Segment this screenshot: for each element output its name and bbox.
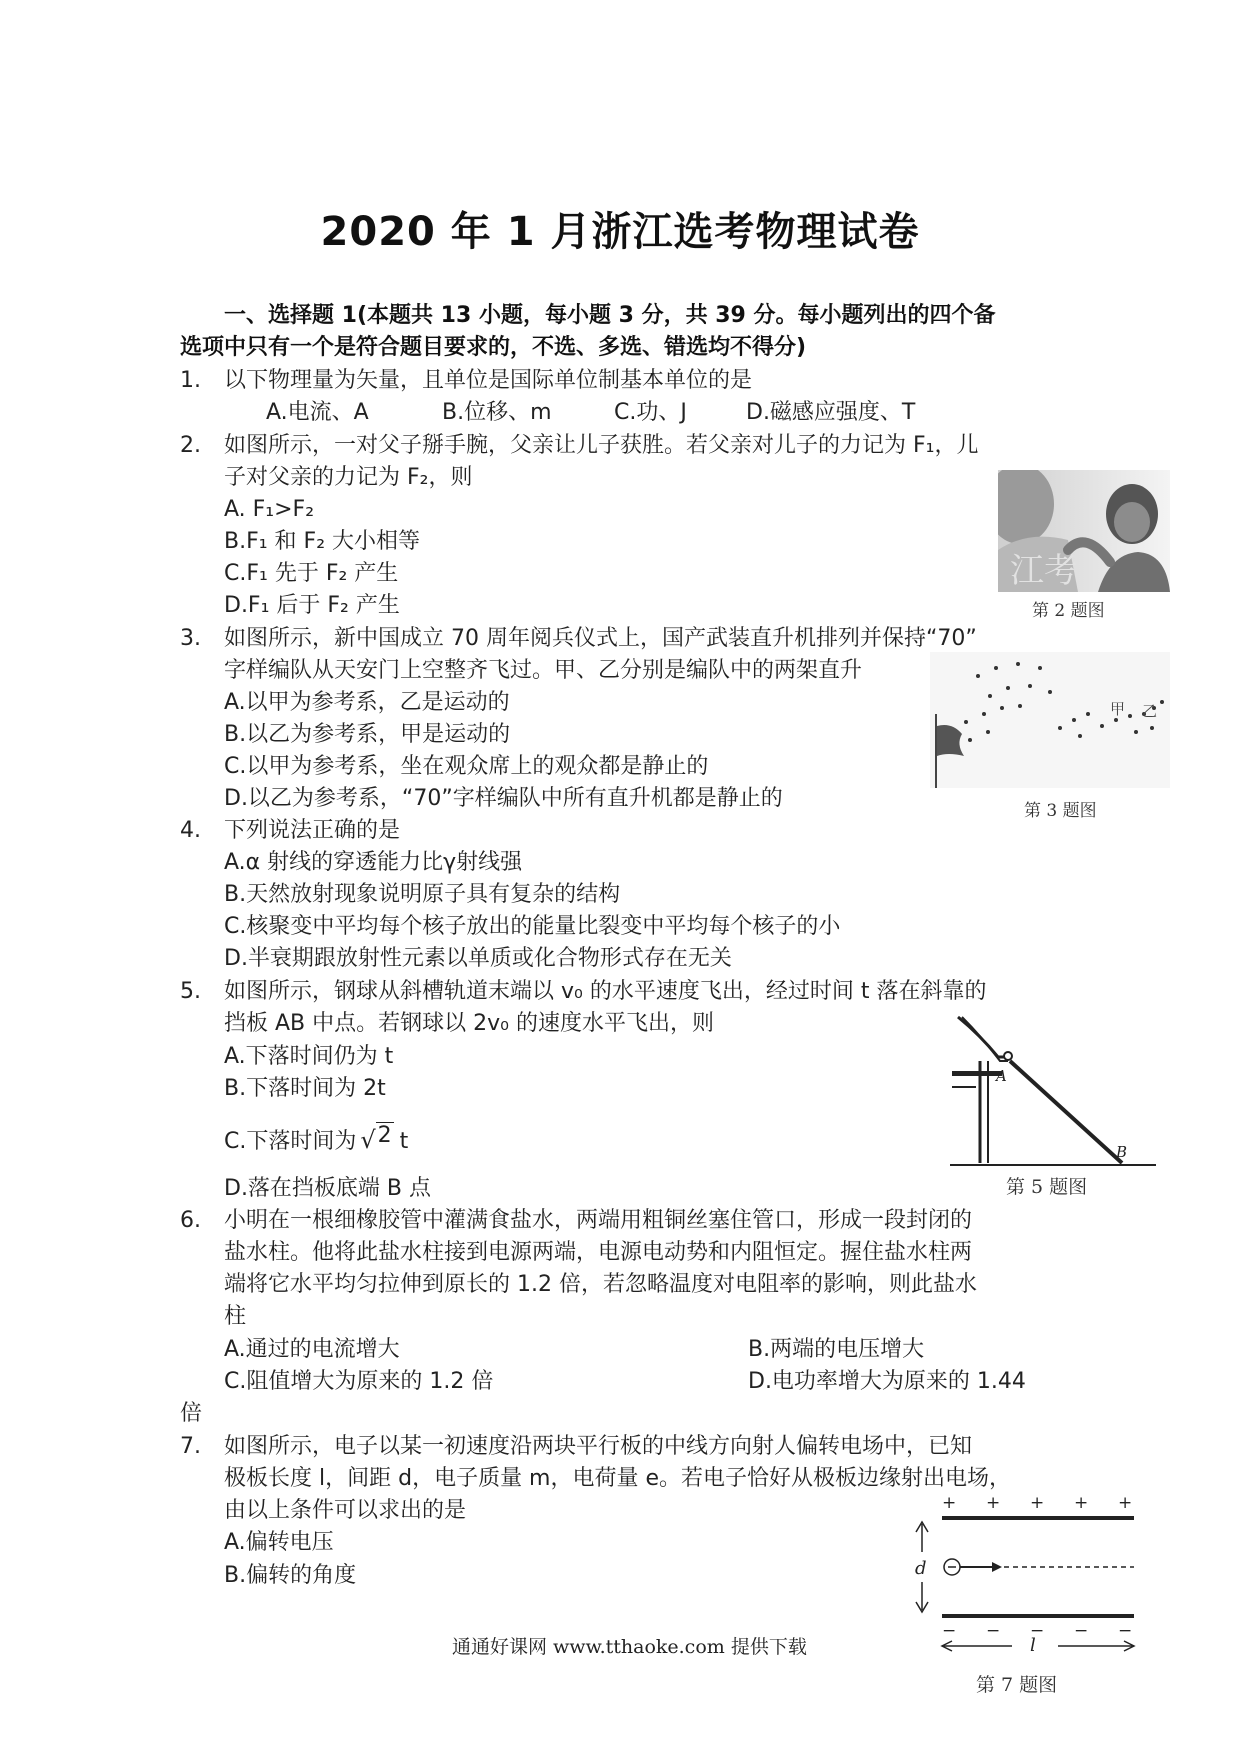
q2-option-a: A. F₁>F₂ — [224, 497, 315, 522]
q1-option-b: B.位移、m — [442, 400, 552, 425]
q7-number: 7. — [180, 1434, 201, 1459]
q5-option-c — [224, 1124, 408, 1158]
q6-stem-line1: 小明在一根细橡胶管中灌满食盐水，两端用粗铜丝塞住管口，形成一段封闭的 — [224, 1208, 973, 1233]
q3-figure-helicopter-formation — [930, 652, 1170, 788]
plus-sign: + — [1030, 1493, 1045, 1513]
q5-figure-ramp-board — [950, 1015, 1156, 1167]
plus-sign: + — [986, 1493, 1001, 1513]
q3-option-a: A.以甲为参考系，乙是运动的 — [224, 690, 510, 715]
q4-option-d: D.半衰期跟放射性元素以单质或化合物形式存在无关 — [224, 946, 732, 971]
q2-stem-line2: 子对父亲的力记为 F₂，则 — [224, 465, 473, 490]
q1-option-d: D.磁感应强度、T — [746, 400, 916, 425]
plus-sign: + — [942, 1493, 957, 1513]
q6-option-d-continued: 倍 — [180, 1401, 203, 1426]
label-a: A — [996, 1067, 1007, 1085]
minus-sign: − — [1074, 1621, 1089, 1641]
bottom-plate — [942, 1614, 1134, 1618]
label-b: B — [1116, 1143, 1128, 1161]
q7-option-b: B.偏转的角度 — [224, 1563, 357, 1588]
q4-stem: 下列说法正确的是 — [224, 818, 401, 843]
q7-stem-line1: 如图所示，电子以某一初速度沿两块平行板的中线方向射人偏转电场中，已知 — [224, 1434, 973, 1459]
q4-option-b: B.天然放射现象说明原子具有复杂的结构 — [224, 882, 621, 907]
q5-figure-caption: 第 5 题图 — [1006, 1176, 1088, 1198]
q5-option-c-prefix: C.下落时间为 — [224, 1129, 357, 1154]
q3-stem-line1: 如图所示，新中国成立 70 周年阅兵仪式上，国产武装直升机排列并保持“70” — [224, 626, 977, 651]
q1-number: 1. — [180, 368, 201, 393]
q6-option-d: D.电功率增大为原来的 1.44 — [748, 1369, 1026, 1394]
label-d: d — [915, 1558, 927, 1579]
q3-option-b: B.以乙为参考系，甲是运动的 — [224, 722, 511, 747]
q7-stem-line3: 由以上条件可以求出的是 — [224, 1498, 467, 1523]
q5-stem-line1: 如图所示，钢球从斜槽轨道末端以 v₀ 的水平速度飞出，经过时间 t 落在斜靠的 — [224, 979, 987, 1004]
q1-stem: 以下物理量为矢量，且单位是国际单位制基本单位的是 — [224, 368, 753, 393]
table-top — [952, 1071, 1002, 1076]
q6-stem-line3: 端将它水平均匀拉伸到原长的 1.2 倍，若忽略温度对电阻率的影响，则此盐水 — [224, 1272, 977, 1297]
q5-stem-line2: 挡板 AB 中点。若钢球以 2v₀ 的速度水平飞出，则 — [224, 1011, 714, 1036]
page-title: 2020 年 1 月浙江选考物理试卷 — [320, 209, 920, 255]
q7-figure-caption: 第 7 题图 — [976, 1674, 1058, 1696]
q6-option-a: A.通过的电流增大 — [224, 1337, 400, 1362]
q2-stem-line1: 如图所示，一对父子掰手腕，父亲让儿子获胜。若父亲对儿子的力记为 F₁，儿 — [224, 433, 979, 458]
q2-option-c: C.F₁ 先于 F₂ 产生 — [224, 561, 399, 586]
q4-option-a: A.α 射线的穿透能力比γ射线强 — [224, 850, 523, 875]
q5-option-a: A.下落时间仍为 t — [224, 1044, 394, 1069]
minus-sign: − — [1118, 1621, 1133, 1641]
plus-sign: + — [1074, 1493, 1089, 1513]
board-ab — [1010, 1061, 1122, 1163]
q5-option-c-suffix: t — [399, 1129, 409, 1154]
q5-option-b: B.下落时间为 2t — [224, 1076, 386, 1101]
minus-sign: − — [1030, 1621, 1045, 1641]
q3-option-d: D.以乙为参考系，“70”字样编队中所有直升机都是静止的 — [224, 786, 783, 811]
q5-option-d: D.落在挡板底端 B 点 — [224, 1176, 432, 1201]
q2-figure-caption: 第 2 题图 — [1032, 601, 1105, 621]
q6-option-b: B.两端的电压增大 — [748, 1337, 925, 1362]
label-yi: 乙 — [1142, 702, 1158, 720]
q3-option-c: C.以甲为参考系，坐在观众席上的观众都是静止的 — [224, 754, 709, 779]
q6-stem-line2: 盐水柱。他将此盐水柱接到电源两端，电源电动势和内阻恒定。握住盐水柱两 — [224, 1240, 973, 1265]
minus-sign: − — [942, 1621, 957, 1641]
q2-number: 2. — [180, 433, 201, 458]
steel-ball — [1004, 1052, 1012, 1060]
plus-sign: + — [1118, 1493, 1133, 1513]
q2-figure-arm-wrestling — [998, 470, 1170, 592]
label-l: l — [1030, 1635, 1036, 1656]
q5-number: 5. — [180, 979, 201, 1004]
q3-number: 3. — [180, 626, 201, 651]
q2-fig-watermark: 江考 — [1010, 551, 1078, 591]
track — [958, 1017, 1008, 1057]
q7-stem-line2: 极板长度 l，间距 d，电子质量 m，电荷量 e。若电子恰好从极板边缘射出电场， — [224, 1466, 1012, 1491]
top-plate — [942, 1516, 1134, 1520]
q1-option-c: C.功、J — [614, 400, 687, 425]
sqrt-symbol: √ — [360, 1126, 376, 1154]
q6-number: 6. — [180, 1208, 201, 1233]
q7-option-a: A.偏转电压 — [224, 1530, 334, 1555]
q4-number: 4. — [180, 818, 201, 843]
q6-stem-line4: 柱 — [224, 1304, 247, 1329]
q5-option-c-root: 2 — [377, 1123, 392, 1148]
section-header-line2: 选项中只有一个是符合题目要求的，不选、多选、错选均不得分) — [180, 335, 807, 360]
q3-stem-line2: 字样编队从天安门上空整齐飞过。甲、乙分别是编队中的两架直升 — [224, 658, 863, 683]
q2-option-d: D.F₁ 后于 F₂ 产生 — [224, 593, 400, 618]
section-header-line1: 一、选择题 1(本题共 13 小题，每小题 3 分，共 39 分。每小题列出的四个备 — [224, 303, 996, 328]
q2-option-b: B.F₁ 和 F₂ 大小相等 — [224, 529, 421, 554]
q4-option-c: C.核聚变中平均每个核子放出的能量比裂变中平均每个核子的小 — [224, 914, 841, 939]
minus-sign: − — [986, 1621, 1001, 1641]
q6-option-c: C.阻值增大为原来的 1.2 倍 — [224, 1369, 494, 1394]
q7-figure-parallel-plates — [900, 1490, 1160, 1666]
q1-option-a: A.电流、A — [266, 400, 369, 425]
footer-source: 通通好课网 www.tthaoke.com 提供下载 — [452, 1636, 807, 1658]
q3-figure-caption: 第 3 题图 — [1024, 801, 1097, 821]
label-jia: 甲 — [1110, 700, 1126, 718]
